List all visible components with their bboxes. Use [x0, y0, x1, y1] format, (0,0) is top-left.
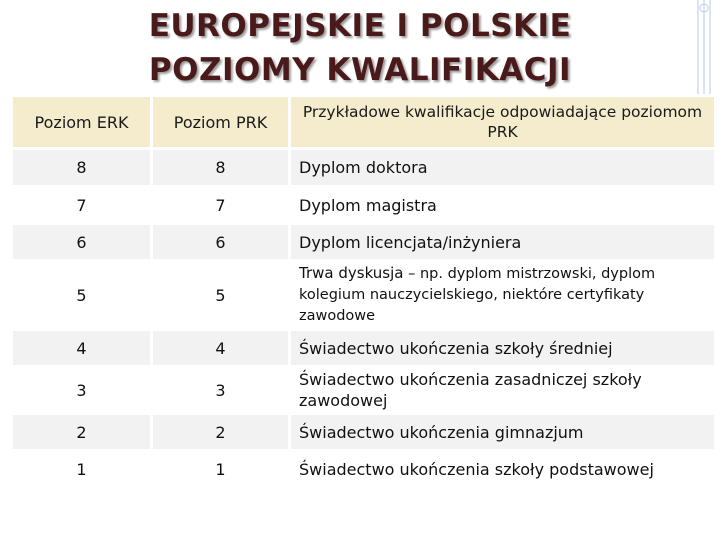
prk-level: 3: [152, 367, 290, 414]
qualification-description: [290, 261, 716, 330]
table-header-row: [12, 96, 716, 149]
qualification-description: Dyplom doktora: [290, 149, 716, 187]
table-row: [12, 224, 716, 261]
qualification-levels-table: [10, 94, 717, 489]
prk-level: 2: [152, 414, 290, 451]
erk-level: 4: [12, 330, 152, 367]
prk-level: 7: [152, 187, 290, 224]
qualification-description: Świadectwo ukończenia gimnazjum: [290, 414, 716, 451]
prk-level: 5: [152, 261, 290, 330]
qualification-description: Świadectwo ukończenia szkoły podstawowej: [290, 451, 716, 488]
table-row: [12, 261, 716, 330]
discussion-note: Trwa dyskusja: [299, 264, 404, 282]
table-row: [12, 149, 716, 187]
page-title: [0, 4, 720, 92]
discussion-details: – np. dyplom mistrzowski, dyplom kolegium nauczycielskiego, niektóre certyfikaty zawodowe: [299, 266, 656, 324]
table-row: [12, 367, 716, 414]
erk-level: 2: [12, 414, 152, 451]
header-erk: Poziom ERK: [12, 96, 152, 149]
table-row: [12, 187, 716, 224]
title-line-2: POZIOMY KWALIFIKACJI: [148, 52, 572, 88]
erk-level: 5: [12, 261, 152, 330]
qualification-description: Dyplom licencjata/inżyniera: [290, 224, 716, 261]
table-row: [12, 414, 716, 451]
header-description: Przykładowe kwalifikacje odpowiadające poziomom PRK: [290, 96, 716, 149]
erk-level: 8: [12, 149, 152, 187]
prk-level: 8: [152, 149, 290, 187]
qualification-description: Świadectwo ukończenia szkoły średniej: [290, 330, 716, 367]
prk-level: 1: [152, 451, 290, 488]
title-line-1: EUROPEJSKIE I POLSKIE: [148, 8, 572, 44]
prk-level: 4: [152, 330, 290, 367]
erk-level: 3: [12, 367, 152, 414]
qualification-description: Świadectwo ukończenia zasadniczej szkoły zawodowej: [290, 367, 716, 414]
prk-level: 6: [152, 224, 290, 261]
table-row: [12, 330, 716, 367]
table-row: [12, 451, 716, 488]
qualification-description: Dyplom magistra: [290, 187, 716, 224]
erk-level: 6: [12, 224, 152, 261]
header-prk: Poziom PRK: [152, 96, 290, 149]
erk-level: 1: [12, 451, 152, 488]
erk-level: 7: [12, 187, 152, 224]
